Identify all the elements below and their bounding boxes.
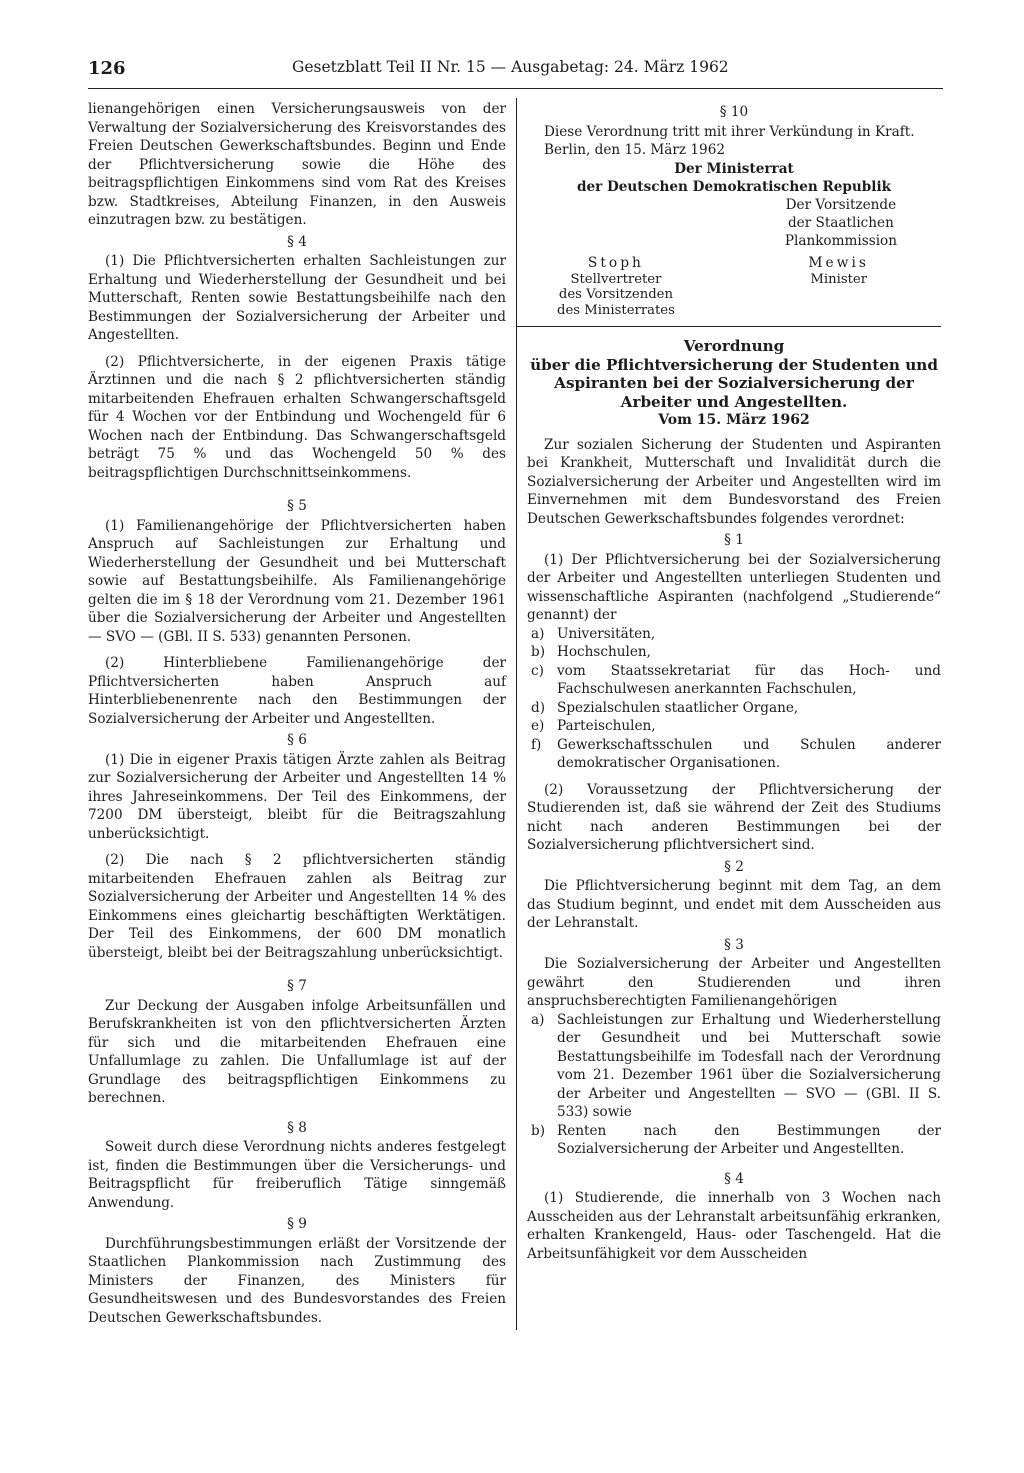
list-item-text: Renten nach den Bestimmungen der Sozialversicherung der Arbeiter und Angestellten. (557, 1122, 941, 1157)
header-rule (88, 88, 943, 89)
list-item (531, 625, 941, 644)
list-item (531, 1011, 941, 1122)
council-name: Der Ministerrat (674, 160, 794, 177)
list-item-text: Universitäten, (557, 625, 656, 642)
paragraph: (1) Familienangehörige der Pflichtversicherten haben Anspruch auf Sachleistungen zur Erhaltung und Wiederherstellung der Gesundheit und bei Mutterschaft sowie auf Bestattungsbeihilfe. Als Familienangehörige gelten die im § 18 der Verordnung vom 21. Dezember 1961 über die Sozialversicherung der Arbeiter und Angestellten — SVO — (GBl. II S. 533) genannten Personen. (88, 517, 506, 645)
paragraph: Die Pflichtversicherung beginnt mit dem Tag, an dem das Studium beginnt, und endet mit dem Ausscheiden aus der Lehranstalt. (527, 878, 941, 931)
signatory-role: Minister (810, 271, 867, 287)
list-item-text: vom Staatssekretariat für das Hoch- und Fachschulwesen anerkannten Fachschulen, (557, 662, 941, 697)
section-heading: § 10 (719, 104, 749, 120)
list-item (531, 1122, 941, 1159)
list-item-text: Hochschulen, (557, 644, 651, 660)
signature-right (808, 254, 869, 319)
ordinance-subtitle: über die Pflichtversicherung der Studenten und Aspiranten bei der Sozialversicherung der Arbeiter und Angestellten. (530, 355, 938, 411)
section-heading: § 5 (287, 498, 307, 514)
chair-line: Plankommission (784, 232, 897, 249)
list-item-label: a) (531, 1011, 545, 1028)
section-heading: § 7 (287, 978, 307, 994)
running-title: Gesetzblatt Teil II Nr. 15 — Ausgabetag: 24. März 1962 (292, 58, 729, 76)
paragraph: Durchführungsbestimmungen erläßt der Vorsitzende der Staatlichen Plankommission nach Zustimmung des Ministers der Finanzen, des Ministers für Gesundheitswesen und des Bundesvorstandes des Freien Deutschen Gewerkschaftsbundes. (88, 1235, 506, 1326)
column-divider (516, 98, 517, 1330)
list-item-label: c) (531, 662, 544, 679)
paragraph: (2) Pflichtversicherte, in der eigenen Praxis tätige Ärztinnen und die nach § 2 pflichtversicherten ständig mitarbeitenden Ehefrauen erhalten Schwangerschaftsgeld für 4 Wochen vor der Entbindung und Wochengeld für 6 Wochen nach der Entbindung. Das Schwangerschaftsgeld beträgt 75 % und das Wochengeld 50 % des beitragspflichtigen Durchschnittseinkommens. (88, 353, 506, 481)
list-item-text: Spezialschulen staatlicher Organe, (557, 699, 799, 716)
section-rule (517, 326, 941, 327)
chair-title (527, 196, 941, 250)
right-column (527, 100, 941, 1263)
list-item-label: b) (531, 644, 546, 660)
list-item-label: d) (531, 699, 546, 716)
item-list (531, 625, 941, 773)
paragraph: (1) Studierende, die innerhalb von 3 Wochen nach Ausscheiden aus der Lehranstalt arbeitsunfähig erkranken, erhalten Krankengeld, Haus- oder Taschengeld. Hat die Arbeitsunfähigkeit vor dem Ausscheiden (527, 1190, 941, 1262)
council-name-2: der Deutschen Demokratischen Republik (576, 178, 892, 195)
section-heading: § 4 (287, 233, 307, 250)
section-heading: § 9 (287, 1216, 307, 1232)
list-item (531, 699, 941, 718)
list-item-label: e) (531, 718, 545, 734)
paragraph: (1) Der Pflichtversicherung bei der Sozialversicherung der Arbeiter und Angestellten unterliegen Studenten und wissenschaftliche Aspiranten (nachfolgend „Studierende“ genannt) der (527, 551, 941, 623)
list-item-label: a) (531, 625, 545, 642)
chair-line: Der Vorsitzende (785, 196, 897, 213)
list-item-text: Parteischulen, (557, 718, 656, 734)
paragraph: Soweit durch diese Verordnung nichts anderes festgelegt ist, finden die Bestimmungen über die Versicherungs- und Beitragspflicht für freiberuflich Tätige sinngemäß Anwendung. (88, 1139, 506, 1211)
section-heading: § 4 (724, 1170, 744, 1187)
paragraph: (2) Die nach § 2 pflichtversicherten ständig mitarbeitenden Ehefrauen zahlen als Beitrag zur Sozialversicherung der Arbeiter und Angestellten 14 % des Einkommens eines gleichartig beschäftigten Werktätigen. Der Teil des Einkommens, der 600 DM monatlich übersteigt, bleibt bei der Beitragszahlung unberücksichtigt. (88, 852, 506, 961)
list-item-label: f) (531, 736, 542, 753)
paragraph: (1) Die in eigener Praxis tätigen Ärzte zahlen als Beitrag zur Sozialversicherung der Arbeiter und Angestellten 14 % ihres Jahreseinkommens. Der Teil des Einkommens, der 7200 DM übersteigt, bleibt für die Beitragszahlung unberücksichtigt. (88, 751, 506, 842)
list-item (531, 643, 941, 662)
ordinance-date: Vom 15. März 1962 (658, 412, 810, 428)
list-item-label: b) (531, 1122, 546, 1139)
paragraph: lienangehörigen einen Versicherungsausweis von der Verwaltung der Sozialversicherung des Kreisvorstandes des Freien Deutschen Gewerkschaftsbundes. Beginn und Ende der Pflichtversicherung sowie die Höhe des beitragspflichtigen Einkommens sind vom Rat des Kreises bzw. Stadtkreises, Abteilung Finanzen, in den Ausweis einzutragen bzw. zu bestätigen. (88, 101, 506, 228)
place-date: Berlin, den 15. März 1962 (544, 142, 725, 158)
paragraph: (1) Die Pflichtversicherten erhalten Sachleistungen zur Erhaltung und Wiederherstellung der Gesundheit und bei Mutterschaft, Renten sowie Bestattungsbeihilfe nach den Bestimmungen der Sozialversicherung der Arbeiter und Angestellten. (88, 253, 506, 343)
chair-line: der Staatlichen (787, 214, 894, 231)
signature-block (527, 254, 941, 319)
signatory-role: des Ministerrates (557, 302, 675, 318)
paragraph: Diese Verordnung tritt mit ihrer Verkündung in Kraft. (544, 123, 915, 140)
page-header (88, 58, 943, 84)
paragraph: (2) Voraussetzung der Pflichtversicherung der Studierenden ist, daß sie während der Zeit des Studiums nicht nach anderen Bestimmungen bei der Sozialversicherung pflichtversichert sind. (527, 781, 941, 853)
signatory-name: Mewis (808, 254, 869, 271)
item-list (531, 1011, 941, 1159)
paragraph: (2) Hinterbliebene Familienangehörige der Pflichtversicherten haben Anspruch auf Hinterbliebenenrente nach den Bestimmungen der Sozialversicherung der Arbeiter und Angestellten. (88, 655, 506, 727)
ordinance-title: Verordnung (683, 337, 785, 355)
section-heading: § 6 (287, 732, 307, 748)
list-item-text: Gewerkschaftsschulen und Schulen anderer demokratischer Organisationen. (557, 736, 941, 771)
paragraph: Zur Deckung der Ausgaben infolge Arbeitsunfällen und Berufskrankheiten ist von den pflichtversicherten Ärzten für sich und die mitarbeitenden Ehefrauen eine Unfallumlage zu zahlen. Die Unfallumlage ist auf der Grundlage des beitragspflichtigen Einkommens zu berechnen. (88, 997, 506, 1106)
list-item (531, 736, 941, 773)
paragraph: Die Sozialversicherung der Arbeiter und Angestellten gewährt den Studierenden und ihren anspruchsberechtigten Familienangehörigen (527, 956, 941, 1009)
signatory-name: Stoph (587, 254, 644, 271)
list-item (531, 717, 941, 736)
page-number: 126 (88, 58, 126, 79)
signatory-role: des Vorsitzenden (558, 287, 673, 302)
section-heading: § 8 (287, 1119, 307, 1136)
section-heading: § 3 (724, 936, 744, 953)
left-column (88, 100, 506, 1327)
list-item (531, 662, 941, 699)
signatory-role: Stellvertreter (570, 271, 662, 287)
list-item-text: Sachleistungen zur Erhaltung und Wiederherstellung der Gesundheit und bei Mutterschaft sowie Bestattungsbeihilfe im Todesfall nach der Verordnung vom 21. Dezember 1961 über die Sozialversicherung der Arbeiter und Angestellten — SVO — (GBl. II S. 533) sowie (557, 1011, 941, 1120)
section-heading: § 2 (724, 858, 744, 875)
preamble: Zur sozialen Sicherung der Studenten und Aspiranten bei Krankheit, Mutterschaft und Invalidität durch die Sozialversicherung der Arbeiter und Angestellten wird im Einvernehmen mit dem Bundesvorstand des Freien Deutschen Gewerkschaftsbundes folgendes verordnet: (527, 436, 941, 527)
section-heading: § 1 (724, 532, 744, 548)
signature-left (557, 254, 675, 319)
